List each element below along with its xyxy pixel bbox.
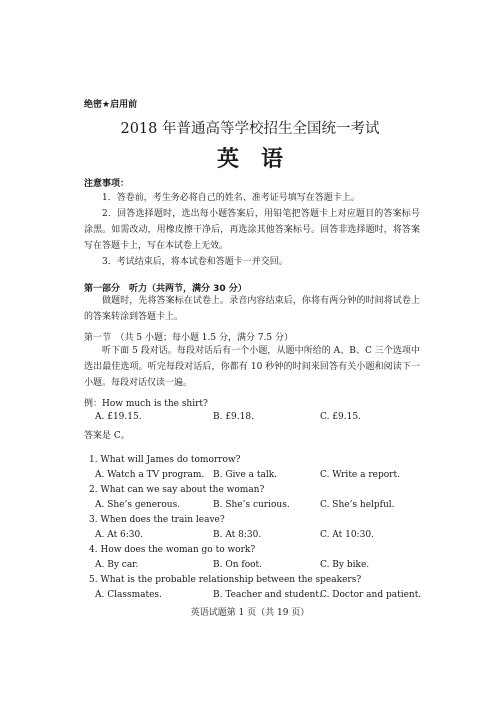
- q5-option-a: A. Classmates.: [95, 590, 162, 600]
- q3-option-c: C. At 10:30.: [320, 530, 374, 540]
- q4-option-a: A. By car.: [95, 560, 139, 570]
- q2-option-a: A. She’s generous.: [95, 500, 181, 510]
- note-item-3: 3．考试结束后，将本试卷和答题卡一并交回。: [102, 257, 288, 267]
- q2-option-b: B. She’s curious.: [213, 500, 290, 510]
- notes-heading: 注意事项：: [84, 179, 130, 189]
- q2-option-c: C. She’s helpful.: [320, 500, 395, 510]
- example-answer: 答案是 C。: [84, 431, 130, 441]
- example-question: 例：How much is the shirt?: [84, 399, 208, 409]
- question-3: 3. When does the train leave?: [89, 515, 225, 525]
- q3-option-a: A. At 6:30.: [95, 530, 144, 540]
- question-2: 2. What can we say about the woman?: [89, 485, 265, 495]
- q4-option-c: C. By bike.: [320, 560, 370, 570]
- q1-option-c: C. Write a report.: [320, 470, 400, 480]
- note-item-1: 1．答卷前，考生务必将自己的姓名、准考证号填写在答题卡上。: [102, 193, 360, 203]
- part1-heading: 第一部分 听力（共两节，满分 30 分）: [84, 284, 247, 294]
- question-1: 1. What will James do tomorrow?: [89, 455, 241, 465]
- subject-title: 英语: [216, 146, 305, 172]
- q3-option-b: B. At 8:30.: [213, 530, 262, 540]
- confidential-label: 绝密★启用前: [84, 100, 138, 110]
- example-option-c: C. £9.15.: [320, 412, 361, 422]
- section1-heading: 第一节 （共 5 小题；每小题 1.5 分，满分 7.5 分）: [84, 333, 294, 343]
- exam-title: 2018 年普通高等学校招生全国统一考试: [120, 121, 380, 137]
- q5-option-b: B. Teacher and student.: [213, 590, 322, 600]
- part1-instruction: 做题时，先将答案标在试卷上。录音内容结束后，你将有两分钟的时间将试卷上的答案转涂到答题卡上。: [84, 296, 420, 322]
- example-option-a: A. £19.15.: [95, 412, 142, 422]
- page-footer: 英语试题第 1 页（共 19 页）: [190, 608, 310, 618]
- q1-option-b: B. Give a talk.: [213, 470, 278, 480]
- section1-instruction: 听下面 5 段对话。每段对话后有一个小题，从题中所给的 A、B、C 三个选项中选出最佳选项。听完每段对话后，你都有 10 秒钟的时间来回答有关小题和阅读下一小题。每段对话仅读一遍。: [84, 346, 420, 388]
- note-item-2: 2．回答选择题时，选出每小题答案后，用铅笔把答题卡上对应题目的答案标号涂黑。如需改动，用橡皮擦干净后，再选涂其他答案标号。回答非选择题时，将答案写在答题卡上，写在本试卷上无效。: [84, 209, 420, 251]
- example-option-b: B. £9.18.: [213, 412, 254, 422]
- q4-option-b: B. On foot.: [213, 560, 263, 570]
- q5-option-c: C. Doctor and patient.: [320, 590, 422, 600]
- question-5: 5. What is the probable relationship between the speakers?: [89, 575, 362, 585]
- question-4: 4. How does the woman go to work?: [89, 545, 256, 555]
- q1-option-a: A. Watch a TV program.: [95, 470, 205, 480]
